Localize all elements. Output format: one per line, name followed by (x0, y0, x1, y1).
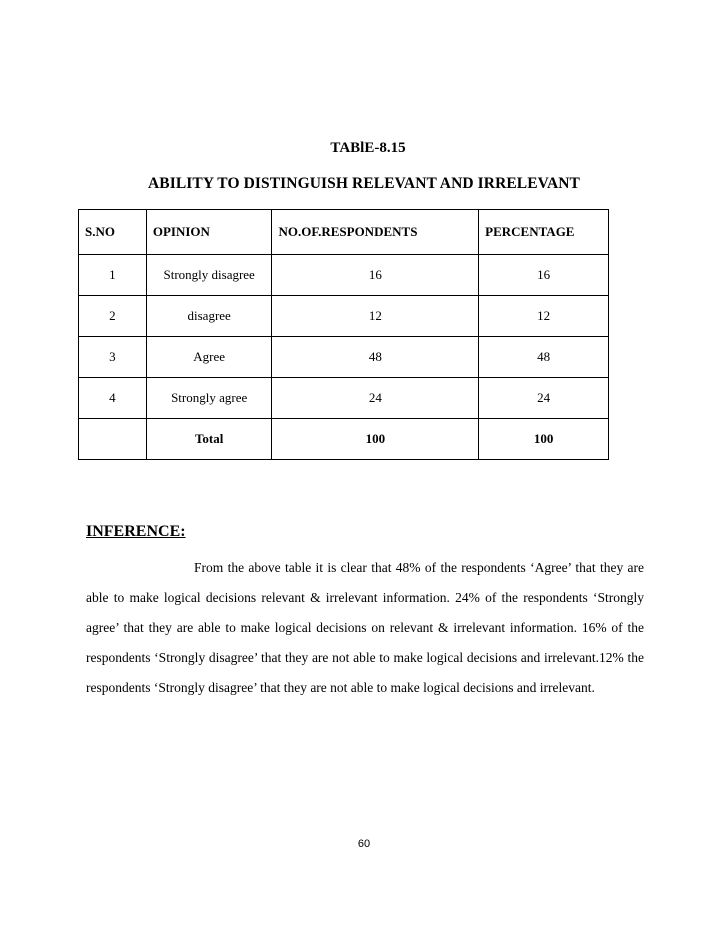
table-title: ABILITY TO DISTINGUISH RELEVANT AND IRRELEVANT (148, 175, 580, 192)
header-opinion: OPINION (146, 210, 272, 255)
cell-sno: 3 (79, 337, 147, 378)
cell-respondents: 16 (272, 255, 479, 296)
total-cell-sno (79, 419, 147, 460)
table-row (79, 296, 609, 337)
total-label: Total (146, 419, 272, 460)
header-sno: S.NO (79, 210, 147, 255)
cell-percentage: 16 (479, 255, 609, 296)
cell-sno: 2 (79, 296, 147, 337)
table-row (79, 255, 609, 296)
page-number: 60 (357, 838, 371, 850)
total-row (79, 419, 609, 460)
cell-percentage: 24 (479, 378, 609, 419)
cell-opinion: disagree (146, 296, 272, 337)
cell-respondents: 12 (272, 296, 479, 337)
respondents-table (78, 209, 609, 460)
inference-heading: INFERENCE: (86, 523, 186, 540)
cell-respondents: 24 (272, 378, 479, 419)
inference-paragraph: From the above table it is clear that 48% of the respondents ‘Agree’ that they are able to make logical decisions relevant & irrelevant information. 24% of the respondents ‘Strongly agree’ that they are able to make logical decisions on relevant & irrelevant information. 16% of the respondents ‘Strongly disagree’ that they are not able to make logical decisions and irrelevant.12% the respondents ‘Strongly disagree’ that they are not able to make logical decisions and irrelevant. (86, 560, 644, 695)
cell-opinion: Agree (146, 337, 272, 378)
cell-sno: 4 (79, 378, 147, 419)
cell-respondents: 48 (272, 337, 479, 378)
cell-opinion: Strongly agree (146, 378, 272, 419)
cell-opinion: Strongly disagree (146, 255, 272, 296)
cell-percentage: 12 (479, 296, 609, 337)
table-header-row (79, 210, 609, 255)
table-label: TABlE-8.15 (330, 140, 406, 156)
table-row (79, 378, 609, 419)
header-respondents: NO.OF.RESPONDENTS (272, 210, 479, 255)
table-row (79, 337, 609, 378)
total-percentage: 100 (479, 419, 609, 460)
cell-sno: 1 (79, 255, 147, 296)
header-percentage: PERCENTAGE (479, 210, 609, 255)
cell-percentage: 48 (479, 337, 609, 378)
total-respondents: 100 (272, 419, 479, 460)
